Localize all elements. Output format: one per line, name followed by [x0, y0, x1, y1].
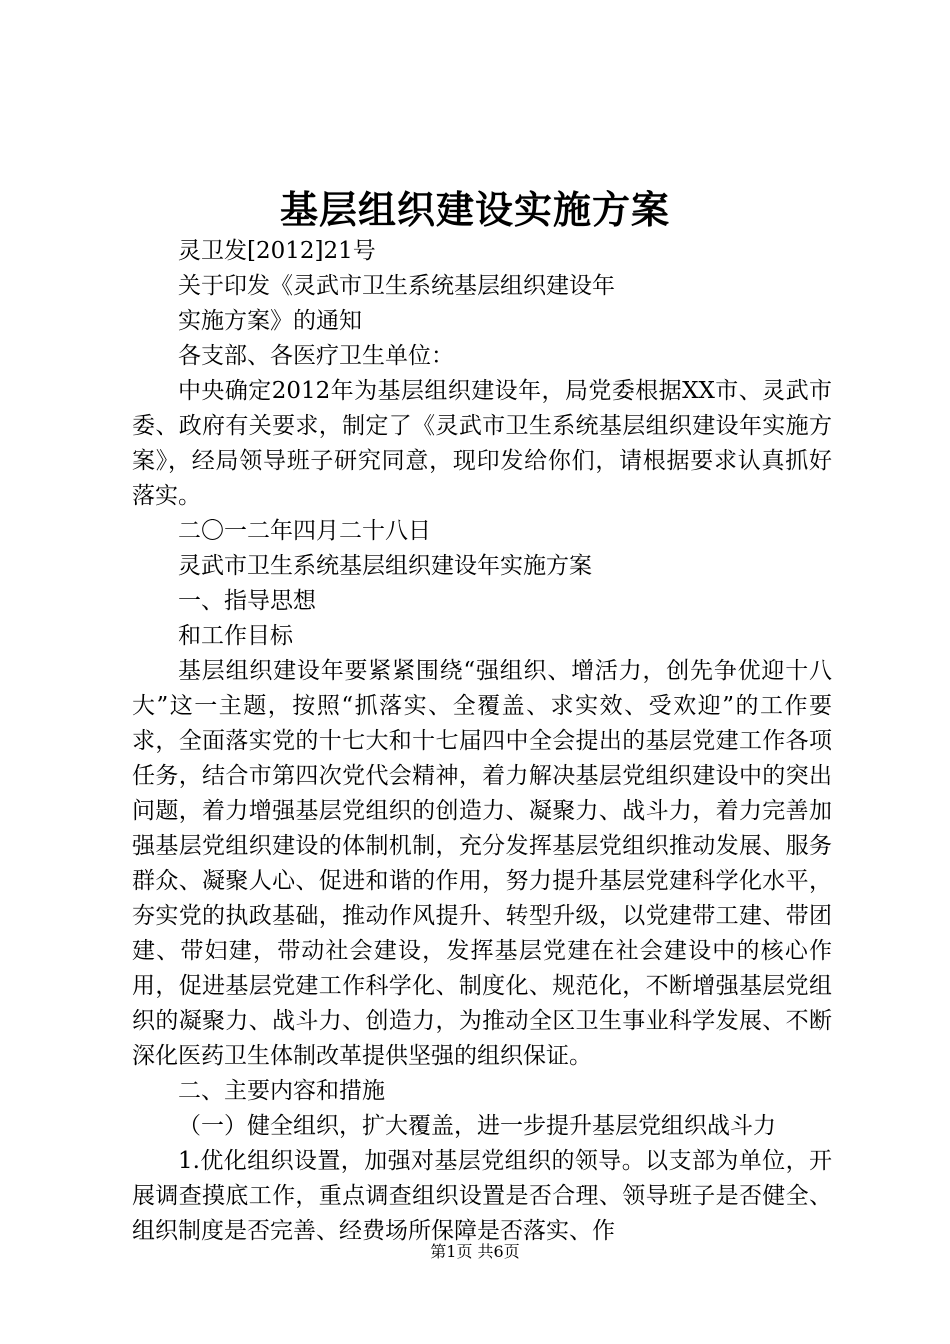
- addressee: 各支部、各医疗卫生单位：: [178, 343, 454, 369]
- doc-number: 灵卫发[2012]21号: [178, 238, 376, 264]
- document-title: 基层组织建设实施方案: [279, 187, 670, 232]
- notice-title-line-2: 实施方案》的通知: [178, 308, 362, 334]
- notice-body: 中央确定2012年为基层组织建设年，局党委根据XX市、灵武市委、政府有关要求，制定了《灵武市卫生系统基层组织建设年实施方案》，经局领导班子研究同意，现印发给你们，请根据要求认真抓好落实。: [132, 378, 832, 509]
- guiding-paragraph: 基层组织建设年要紧紧围绕“强组织、增活力，创先争优迎十八大”这一主题，按照“抓落实、全覆盖、求实效、受欢迎”的工作要求，全面落实党的十七大和十七届四中全会提出的基层党建工作各项任务，结合市第四次党代会精神，着力解决基层党组织建设中的突出问题，着力增强基层党组织的创造力、凝聚力、战斗力，着力完善加强基层党组织建设的体制机制，充分发挥基层党组织推动发展、服务群众、凝聚人心、促进和谐的作用，努力提升基层党建科学化水平，夯实党的执政基础，推动作风提升、转型升级，以党建带工建、带团建、带妇建，带动社会建设，发挥基层党建在社会建设中的核心作用，促进基层党建工作科学化、制度化、规范化，不断增强基层党组织的凝聚力、战斗力、创造力，为推动全区卫生事业科学发展、不断深化医药卫生体制改革提供坚强的组织保证。: [132, 658, 832, 1069]
- page-number: 第1页 共6页: [430, 1242, 520, 1261]
- subsection-heading-1: （一）健全组织，扩大覆盖，进一步提升基层党组织战斗力: [178, 1113, 776, 1139]
- section-heading-2: 二、主要内容和措施: [178, 1078, 385, 1104]
- document-body: [132, 234, 832, 1249]
- section-heading-1-cont: 和工作目标: [178, 623, 293, 649]
- notice-date: 二〇一二年四月二十八日: [178, 518, 431, 544]
- notice-title-line-1: 关于印发《灵武市卫生系统基层组织建设年: [178, 273, 615, 299]
- plan-title: 灵武市卫生系统基层组织建设年实施方案: [178, 553, 592, 579]
- item-paragraph-1: 1.优化组织设置，加强对基层党组织的领导。以支部为单位，开展调查摸底工作，重点调查组织设置是否合理、领导班子是否健全、组织制度是否完善、经费场所保障是否落实、作: [132, 1148, 832, 1244]
- section-heading-1: 一、指导思想: [178, 588, 316, 614]
